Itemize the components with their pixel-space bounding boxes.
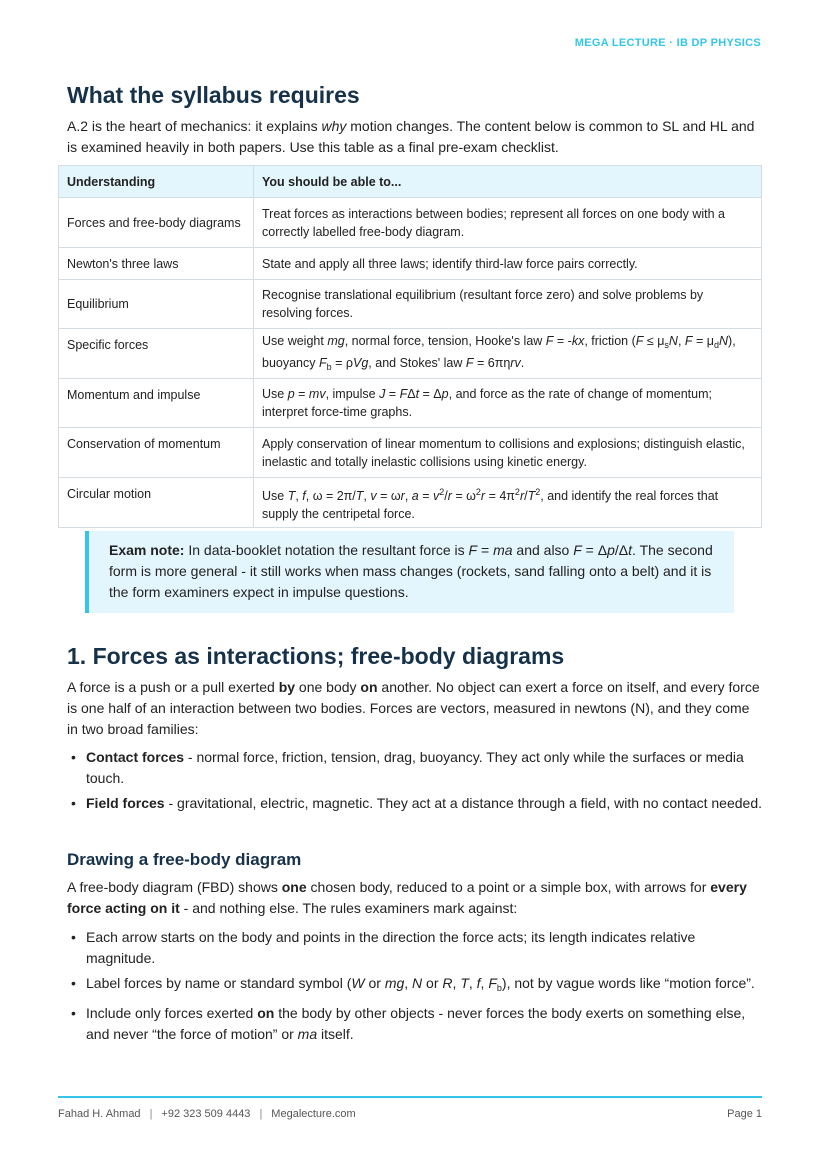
force-families-list [67, 747, 763, 814]
table-row [59, 478, 762, 528]
syllabus-intro: A.2 is the heart of mechanics: it explains why motion changes. The content below is common to SL and HL and is examined heavily in both papers. Use this table as a final pre-exam checklist. [67, 118, 755, 155]
table-row [59, 280, 762, 329]
footer-divider [58, 1096, 762, 1098]
fbd-intro: A free-body diagram (FBD) shows one chosen body, reduced to a point or a simple box, with arrows for every force acting on it - and nothing else. The rules examiners mark against: [67, 879, 747, 916]
list-item: • Contact forces - normal force, friction, tension, drag, buoyancy. They act only while the surfaces or media touch. [71, 749, 744, 786]
footer-phone: +92 323 509 4443 [161, 1108, 251, 1120]
bullet-icon: • [71, 795, 76, 811]
table-row [59, 329, 762, 379]
section1-intro: A force is a push or a pull exerted by one body on another. No object can exert a force on itself, and every force is one half of an interaction between two bodies. Forces are vectors, measured in newtons (N), and they come in two broad families: [67, 679, 760, 737]
list-item: • Each arrow starts on the body and points in the direction the force acts; its length indicates relative magnitude. [71, 929, 696, 966]
exam-note-label: Exam note: [109, 542, 185, 558]
table-row [59, 379, 762, 428]
table-header-able-to: You should be able to... [254, 166, 762, 198]
table-row [59, 198, 762, 248]
row-topic: Conservation of momentum [59, 428, 254, 478]
bullet-icon: • [71, 749, 76, 765]
bullet-icon: • [71, 975, 76, 991]
exam-note-text: In data-booklet notation the resultant force is F = ma and also F = Δp/Δt. The second form is more general - it still works when mass changes (rockets, sand falling onto a belt) and it is the form examiners expect in impulse questions. [109, 542, 713, 600]
row-desc: Apply conservation of linear momentum to collisions and explosions; distinguish elastic, inelastic and totally inelastic collisions using kinetic energy. [254, 428, 762, 478]
table-row [59, 428, 762, 478]
syllabus-table [58, 165, 762, 528]
row-topic: Circular motion [59, 478, 254, 528]
fbd-rules-list [67, 927, 763, 1045]
row-topic: Forces and free-body diagrams [59, 198, 254, 248]
exam-note [85, 531, 734, 613]
row-desc-momentum: Use p = mv, impulse J = FΔt = Δp, and force as the rate of change of momentum; interpret force-time graphs. [254, 379, 762, 428]
bullet-icon: • [71, 929, 76, 945]
row-topic: Specific forces [59, 329, 254, 379]
section1-heading: 1. Forces as interactions; free-body diagrams [67, 643, 565, 669]
row-desc: Recognise translational equilibrium (resultant force zero) and solve problems by resolving forces. [254, 280, 762, 329]
list-item: • Label forces by name or standard symbol (W or mg, N or R, T, f, $F_b$), not by vague words like “motion force”. [71, 975, 755, 993]
table-header-understanding: Understanding [59, 166, 254, 198]
row-topic: Newton's three laws [59, 248, 254, 280]
row-desc: Treat forces as interactions between bodies; represent all forces on one body with a correctly labelled free-body diagram. [254, 198, 762, 248]
table-header-row [59, 166, 762, 198]
footer-author: Fahad H. Ahmad [58, 1108, 141, 1120]
table-row [59, 248, 762, 280]
fbd-heading: Drawing a free-body diagram [67, 850, 302, 869]
bullet-icon: • [71, 1005, 76, 1021]
row-desc: State and apply all three laws; identify third-law force pairs correctly. [254, 248, 762, 280]
list-item: • Include only forces exerted on the body by other objects - never forces the body exerts on something else, and never “the force of motion” or ma itself. [71, 1005, 746, 1042]
syllabus-heading: What the syllabus requires [67, 82, 360, 108]
header-brand: MEGA LECTURE · IB DP PHYSICS [574, 37, 761, 49]
footer-page-number: Page 1 [727, 1108, 762, 1120]
list-item: • Field forces - gravitational, electric, magnetic. They act at a distance through a field, with no contact needed. [67, 793, 763, 814]
row-desc-circular: Use T, f, ω = 2π/T, v = ωr, $a = v^2/r = \omega^2r = 4\pi^2r/T^2$, and identify the real forces that supply the centripetal force. [254, 478, 762, 528]
footer-site[interactable]: Megalecture.com [271, 1108, 356, 1120]
row-topic: Momentum and impulse [59, 379, 254, 428]
row-desc-specific-forces: Use weight mg, normal force, tension, Hooke's law F = -kx, friction ($F \le \mu_sN$, $F = \mu_dN$), buoyancy $F_b = \rho Vg$, and Stokes' law F = 6πηrv. [254, 329, 762, 379]
row-topic: Equilibrium [59, 280, 254, 329]
